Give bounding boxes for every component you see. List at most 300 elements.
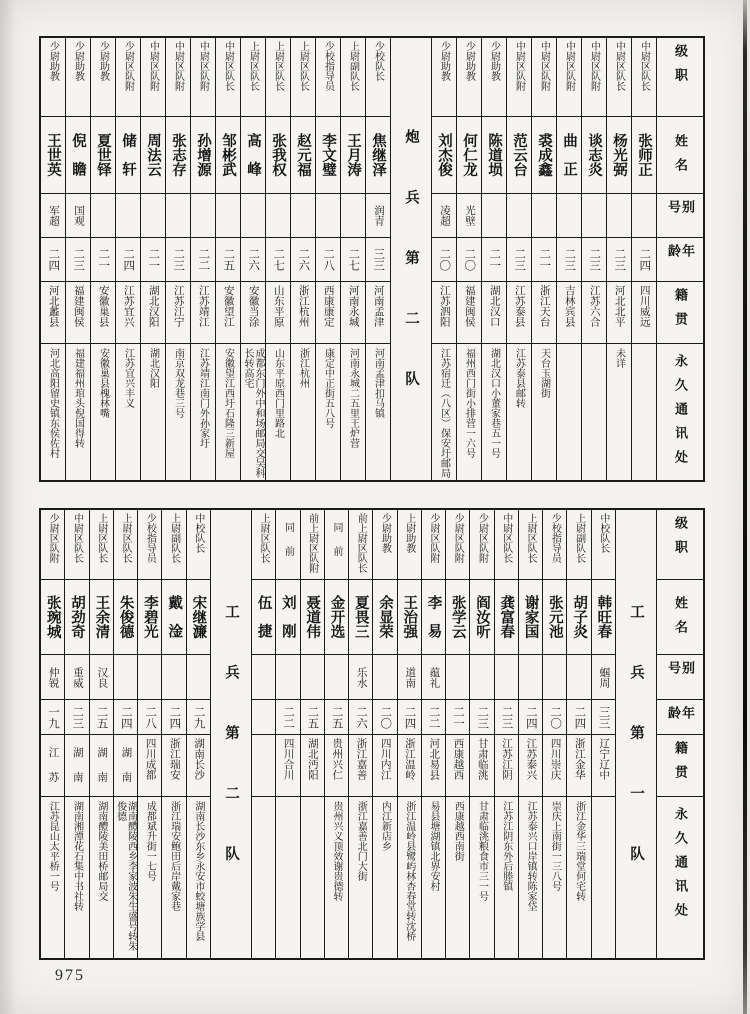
origin-cell-text: 江苏江阴 (501, 738, 513, 780)
address-cell-text: 浙江金华三瑞堂何宅转 (573, 801, 585, 901)
address-cell-text: 浙江杭州 (297, 348, 309, 388)
age-cell (446, 700, 469, 735)
origin-cell-text: 四川合川 (282, 738, 294, 780)
person-column (115, 38, 140, 480)
rank-cell (252, 510, 275, 580)
name-cell-text: 胡劲奇 (69, 595, 86, 639)
name-cell (341, 117, 365, 194)
address-cell-text: 内江新店乡 (379, 801, 391, 851)
alias-cell-text: 国观 (73, 205, 84, 226)
address-cell-text: 成都斌升街一七号 (144, 801, 156, 881)
origin-cell-text: 河北易县 (428, 738, 440, 780)
origin-cell-text: 江苏六合 (588, 285, 600, 327)
name-cell (557, 117, 581, 194)
name-cell (241, 117, 265, 194)
origin-cell-text: 湖南 (120, 747, 132, 796)
field-header-cell (657, 282, 703, 344)
rank-cell-text: 中尉区队附 (588, 41, 600, 91)
age-cell-text: 一九 (47, 705, 60, 729)
alias-cell (114, 655, 137, 700)
name-cell-text: 夏畏三 (352, 595, 369, 639)
age-cell (495, 700, 518, 735)
alias-cell (252, 655, 275, 700)
person-column (186, 510, 210, 958)
rank-cell (349, 510, 372, 580)
origin-cell-text: 江苏宜兴 (122, 285, 134, 327)
name-cell-text: 杨光弼 (611, 133, 627, 177)
age-cell-text: 二三 (71, 705, 84, 729)
address-cell (349, 797, 372, 958)
origin-cell (482, 282, 506, 344)
rank-cell (543, 510, 566, 580)
origin-cell (276, 735, 299, 797)
person-column (251, 510, 275, 958)
origin-cell (241, 282, 265, 344)
rank-cell-text: 中尉区队附 (538, 41, 550, 91)
rank-cell (398, 510, 421, 580)
origin-cell (291, 282, 315, 344)
name-cell (276, 580, 299, 655)
address-cell (507, 344, 531, 480)
origin-cell (325, 735, 348, 797)
rank-cell (432, 38, 456, 117)
age-cell-text: 二五 (330, 705, 343, 729)
name-cell (66, 117, 90, 194)
address-cell (567, 797, 590, 958)
name-cell (316, 117, 340, 194)
rank-cell-text: 少尉助教 (488, 41, 500, 81)
rank-cell (325, 510, 348, 580)
person-column (340, 38, 365, 480)
alias-cell-text: 军超 (48, 205, 59, 226)
name-cell-text: 赵元福 (295, 133, 311, 177)
age-cell (582, 238, 606, 282)
address-cell-text: 江苏江阴东外后塍镇 (500, 801, 512, 891)
name-cell (266, 117, 290, 194)
address-cell (276, 797, 299, 958)
origin-cell-text: 浙江瑞安 (168, 738, 180, 780)
address-cell (66, 344, 90, 480)
person-column (275, 510, 299, 958)
rank-cell-text: 中尉区队附 (147, 41, 159, 91)
rank-cell (65, 510, 88, 580)
rank-cell (446, 510, 469, 580)
age-cell-text: 二二 (427, 705, 440, 729)
name-cell-text: 夏世铎 (95, 133, 111, 177)
name-cell-text: 龚富春 (498, 595, 515, 639)
age-cell-text: 二二 (282, 705, 295, 729)
alias-cell-text: 光壁 (464, 205, 475, 226)
name-cell (301, 580, 324, 655)
person-column (566, 510, 590, 958)
alias-cell (141, 194, 165, 238)
person-column (140, 38, 165, 480)
person-column (469, 510, 493, 958)
age-cell (138, 700, 161, 735)
person-column (240, 38, 265, 480)
field-header-text: 别号 (666, 200, 695, 224)
name-cell-text: 韩旺春 (595, 595, 612, 639)
age-cell-text: 二四 (573, 705, 586, 729)
age-cell (266, 238, 290, 282)
name-cell-text: 高峰 (245, 132, 261, 190)
name-cell (543, 580, 566, 655)
age-cell (482, 238, 506, 282)
field-header-cell (657, 510, 703, 580)
rank-cell-text: 少尉助教 (97, 41, 109, 81)
alias-cell (519, 655, 542, 700)
age-cell (470, 700, 493, 735)
origin-cell (582, 282, 606, 344)
origin-cell (41, 735, 64, 797)
name-cell (373, 580, 396, 655)
address-cell-text: 康定中正街五八号 (322, 348, 334, 428)
name-cell-text: 储轩 (120, 132, 136, 190)
origin-cell (457, 282, 481, 344)
origin-cell (422, 735, 445, 797)
name-cell (162, 580, 185, 655)
rank-cell-text: 上尉区队长 (247, 41, 259, 91)
address-cell-text: 江苏宜兴丰义 (122, 348, 134, 408)
origin-cell-text: 浙江金华 (573, 738, 585, 780)
person-column (190, 38, 215, 480)
rank-cell-text: 中尉区队附 (563, 41, 575, 91)
name-cell (470, 580, 493, 655)
field-header-cell (657, 238, 703, 282)
origin-cell-text: 四川内江 (379, 738, 391, 780)
rank-cell-text: 少校指导员 (549, 513, 561, 563)
person-column (421, 510, 445, 958)
field-header-cell (657, 655, 703, 700)
address-cell (432, 344, 456, 480)
age-cell (187, 700, 210, 735)
field-header-text: 别号 (666, 661, 695, 685)
name-cell-text: 曲正 (561, 132, 577, 190)
person-column (300, 510, 324, 958)
person-column (137, 510, 161, 958)
age-cell-text: 二三 (613, 248, 626, 271)
alias-cell (582, 194, 606, 238)
age-cell-text: 二一 (147, 248, 160, 271)
name-cell (90, 580, 113, 655)
origin-cell-text: 河北蠡县 (47, 285, 59, 327)
person-column (89, 510, 113, 958)
rank-cell (470, 510, 493, 580)
address-cell-text: 江苏宿迁（八区）保安圩邮局 (438, 348, 450, 478)
address-cell-text: 湖北汉口小董家巷五一号 (488, 348, 500, 458)
name-cell (457, 117, 481, 194)
origin-cell (495, 735, 518, 797)
alias-cell (325, 655, 348, 700)
name-cell (398, 580, 421, 655)
rank-cell-text: 中尉区队长 (638, 41, 650, 91)
age-cell-text: 二三 (476, 705, 489, 729)
origin-cell (507, 282, 531, 344)
origin-cell-text: 浙江杭州 (297, 285, 309, 327)
address-cell (41, 797, 64, 958)
address-cell-text: 山东平原西门里路北 (272, 348, 284, 438)
origin-cell-text: 湖南 (96, 747, 108, 796)
alias-cell (138, 655, 161, 700)
age-cell (422, 700, 445, 735)
address-cell-text: 江苏泰县邮转 (513, 348, 525, 408)
rank-cell-text: 中校队长 (192, 513, 204, 553)
origin-cell-text: 江苏泗阳 (438, 285, 450, 327)
age-cell-text: 二〇 (549, 705, 562, 729)
address-cell-text: 湖南醴陵西乡李家波朱生盛号转朱俊德 (114, 801, 137, 951)
address-cell (162, 797, 185, 958)
address-cell-text: 江苏靖江南门外孙家圩 (197, 348, 209, 448)
rank-cell-text: 上尉区队长 (120, 513, 132, 563)
name-cell-text: 朱俊德 (117, 595, 134, 639)
field-header-text: 级职 (673, 516, 688, 564)
address-cell (116, 344, 140, 480)
alias-cell (592, 655, 615, 700)
age-cell-text: 二三 (513, 248, 526, 271)
origin-cell-text: 四川崇庆 (549, 738, 561, 780)
address-cell (316, 344, 340, 480)
rank-cell (116, 38, 140, 117)
address-cell (252, 797, 275, 958)
address-cell (373, 797, 396, 958)
name-cell-text: 陈道埙 (486, 133, 502, 177)
origin-cell (398, 735, 421, 797)
field-header-cell (657, 344, 703, 480)
age-cell (398, 700, 421, 735)
field-header-cell (657, 38, 703, 117)
origin-cell-text: 河北北平 (613, 285, 625, 327)
address-cell (582, 344, 606, 480)
age-cell-text: 二三 (563, 248, 576, 271)
rank-cell (138, 510, 161, 580)
rank-cell (592, 510, 615, 580)
person-column (65, 38, 90, 480)
rank-cell (632, 38, 656, 117)
rank-cell-text: 少尉区队附 (47, 513, 59, 563)
address-cell (632, 344, 656, 480)
age-cell-text: 二七 (272, 248, 285, 271)
rank-cell-text: 前上尉区队长 (355, 513, 367, 573)
origin-cell (316, 282, 340, 344)
address-cell (191, 344, 215, 480)
origin-cell-text: 甘肃临洮 (476, 738, 488, 780)
name-cell (567, 580, 590, 655)
alias-cell (66, 194, 90, 238)
origin-cell (166, 282, 190, 344)
age-cell-text: 二四 (168, 705, 181, 729)
age-cell-text: 二九 (192, 705, 205, 729)
origin-cell-text: 江苏 (47, 747, 59, 796)
name-cell-text: 李碧光 (141, 595, 158, 639)
age-cell (41, 700, 64, 735)
alias-cell (470, 655, 493, 700)
age-cell (66, 238, 90, 282)
address-cell (341, 344, 365, 480)
age-cell (607, 238, 631, 282)
rank-cell-text: 同前 (282, 522, 294, 570)
address-cell (187, 797, 210, 958)
name-cell-text: 伍捷 (255, 594, 272, 652)
alias-cell (398, 655, 421, 700)
origin-cell (592, 735, 615, 797)
name-cell (91, 117, 115, 194)
name-cell-text: 戴淦 (166, 594, 183, 652)
address-cell-text: 福建福州琯头倪国得转 (72, 348, 84, 448)
alias-cell (116, 194, 140, 238)
person-column (365, 38, 390, 480)
field-header-cell (657, 700, 703, 735)
rank-cell (567, 510, 590, 580)
origin-cell-text: 安徽望江 (222, 285, 234, 327)
origin-cell-text: 浙江嘉善 (355, 738, 367, 780)
age-cell (457, 238, 481, 282)
page-number: 975 (55, 967, 85, 984)
origin-cell (266, 282, 290, 344)
age-cell (65, 700, 88, 735)
origin-cell-text: 湖南长沙 (193, 738, 205, 780)
origin-cell-text: 吉林宾县 (563, 285, 575, 327)
origin-cell-text: 贵州兴仁 (331, 738, 343, 780)
person-column (348, 510, 372, 958)
name-cell-text: 阎汝听 (474, 595, 491, 639)
rank-cell-text: 上尉副队长 (573, 513, 585, 563)
address-cell-text: 湖南长沙东乡永安市蛟塘族学县 (192, 801, 204, 941)
section-label-column (210, 510, 251, 958)
name-cell (607, 117, 631, 194)
alias-cell (266, 194, 290, 238)
rank-cell-text: 中尉区队长 (500, 513, 512, 563)
address-cell (91, 344, 115, 480)
age-cell-text: 三三 (372, 248, 385, 271)
address-cell (607, 344, 631, 480)
rank-cell-text: 中尉区队附 (513, 41, 525, 91)
rank-cell-text: 少尉区队附 (452, 513, 464, 563)
age-cell (91, 238, 115, 282)
age-cell (252, 700, 275, 735)
age-cell-text: 二四 (524, 705, 537, 729)
field-header-column (656, 510, 703, 958)
address-cell-text: 安徽望江西圩石隆三新屋 (222, 348, 234, 458)
origin-cell (341, 282, 365, 344)
rank-cell (495, 510, 518, 580)
rank-cell-text: 上尉区队长 (95, 513, 107, 563)
person-column (315, 38, 340, 480)
origin-cell-text: 江苏江宁 (172, 285, 184, 327)
alias-cell (632, 194, 656, 238)
rank-cell (266, 38, 290, 117)
age-cell (543, 700, 566, 735)
origin-cell (446, 735, 469, 797)
address-cell-text: 安徽巢县槐林嘴 (97, 348, 109, 418)
name-cell (191, 117, 215, 194)
rank-cell-text: 少校指导员 (144, 513, 156, 563)
rank-cell-text: 少尉区队附 (428, 513, 439, 563)
address-cell (543, 797, 566, 958)
name-cell (114, 580, 137, 655)
name-cell-text: 王世英 (45, 133, 61, 177)
origin-cell-text: 江苏泰兴 (525, 738, 537, 780)
rank-cell (90, 510, 113, 580)
age-cell (162, 700, 185, 735)
origin-cell-text: 浙江天台 (538, 285, 550, 327)
origin-cell (41, 282, 65, 344)
address-cell (114, 797, 137, 958)
age-cell (592, 700, 615, 735)
origin-cell-text: 福建闽侯 (72, 285, 84, 327)
address-cell-text: 江苏泰兴口岸镇转陈家垈 (525, 801, 537, 911)
age-cell-text: 二七 (347, 248, 360, 271)
field-header-text: 年龄 (666, 244, 695, 268)
person-column (591, 510, 615, 958)
origin-cell (632, 282, 656, 344)
person-column (456, 38, 481, 480)
rank-cell (276, 510, 299, 580)
field-header-cell (657, 797, 703, 958)
address-cell-text: 崇庆上南街一三八号 (549, 801, 561, 891)
rank-cell-text: 少尉助教 (72, 41, 84, 81)
name-cell-text: 谈志炎 (586, 133, 602, 177)
name-cell (325, 580, 348, 655)
age-cell-text: 二三 (72, 248, 85, 271)
age-cell (191, 238, 215, 282)
origin-cell-text: 辽宁辽中 (598, 738, 610, 780)
roster-table-engineer (39, 508, 705, 960)
address-cell-text: 贵州兴义顶效谢贵德转 (330, 801, 342, 901)
origin-cell-text: 西康越西 (452, 738, 464, 780)
rank-cell-text: 少尉助教 (379, 513, 391, 553)
alias-cell (301, 655, 324, 700)
name-cell-text: 王月涛 (345, 133, 361, 177)
name-cell-text: 金开选 (328, 595, 345, 639)
age-cell-text: 二五 (222, 248, 235, 271)
origin-cell-text: 湖北汉阳 (147, 285, 159, 327)
address-cell-text: 湖南醴陵美田桥邮局交 (95, 801, 107, 901)
alias-cell (166, 194, 190, 238)
person-column (41, 38, 65, 480)
address-cell-text: 河北高阳留史镇东侯佐村 (47, 348, 59, 458)
rank-cell (519, 510, 542, 580)
alias-cell (316, 194, 340, 238)
rank-cell (301, 510, 324, 580)
age-cell (216, 238, 240, 282)
alias-cell (373, 655, 396, 700)
alias-cell (507, 194, 531, 238)
rank-cell-text: 中尉区队长 (71, 513, 83, 563)
address-cell (446, 797, 469, 958)
alias-cell (543, 655, 566, 700)
rank-cell (216, 38, 240, 117)
address-cell-text: 西康越西南街 (452, 801, 464, 861)
field-header-cell (657, 580, 703, 655)
origin-cell (543, 735, 566, 797)
alias-cell (446, 655, 469, 700)
address-cell-text: 浙江嘉善北门大街 (355, 801, 367, 881)
age-cell (532, 238, 556, 282)
person-column (165, 38, 190, 480)
rank-cell-text: 上尉区队长 (297, 41, 309, 91)
alias-cell (65, 655, 88, 700)
origin-cell-text: 河南永城 (347, 285, 359, 327)
alias-cell (557, 194, 581, 238)
origin-cell-text: 福建闽侯 (463, 285, 475, 327)
age-cell (519, 700, 542, 735)
origin-cell (252, 735, 275, 797)
address-cell-text: 南京双龙巷三号 (172, 348, 184, 418)
address-cell (141, 344, 165, 480)
rank-cell-text: 中校队长 (597, 513, 609, 553)
rank-cell (91, 38, 115, 117)
rank-cell (114, 510, 137, 580)
